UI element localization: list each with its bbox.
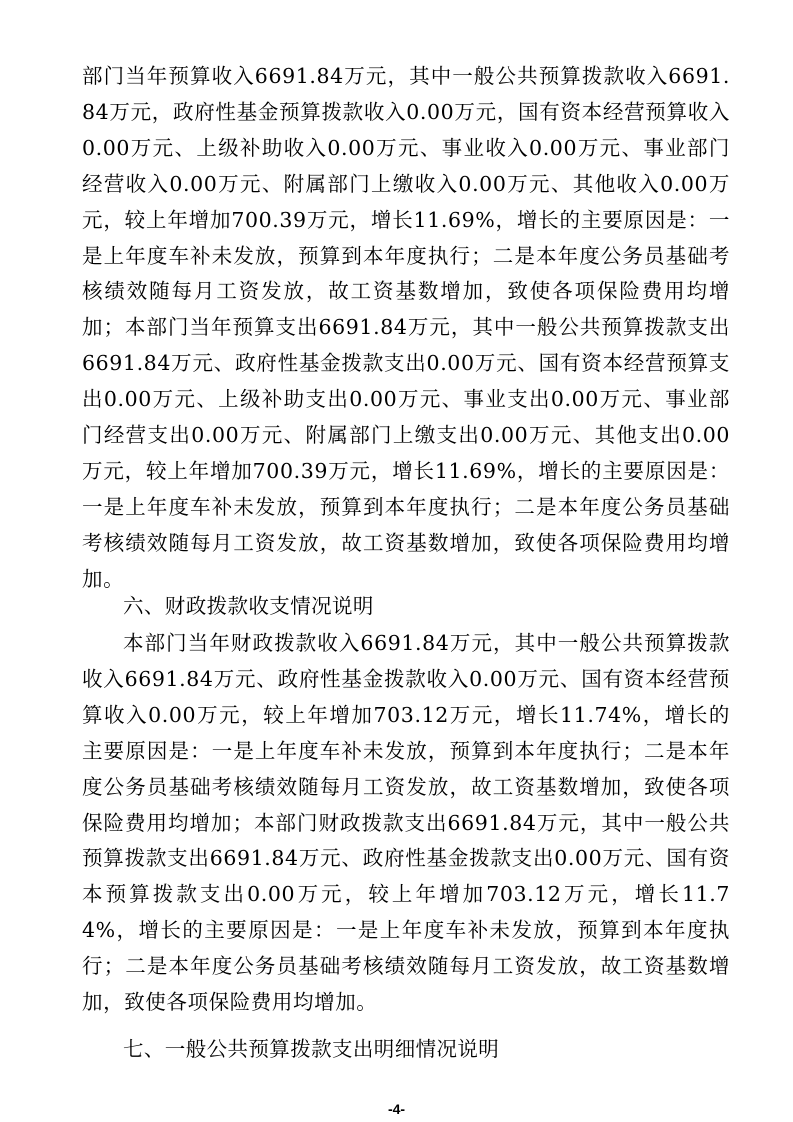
continued-paragraph: 部门当年预算收入6691.84万元，其中一般公共预算拨款收入6691.84万元，政府性基金预算拨款收入0.00万元，国有资本经营预算收入0.00万元、上级补助收入0.00万元、事业收入0.00万元、事业部门经营收入0.00万元、附属部门上缴收入0.00万元、其他收入0.00万元，较上年增加700.39万元，增长11.69%，增长的主要原因是：一是上年度车补未发放，预算到本年度执行；二是本年度公务员基础考核绩效随每月工资发放，故工资基数增加，致使各项保险费用均增加；本部门当年预算支出6691.84万元，其中一般公共预算拨款支出6691.84万元、政府性基金拨款支出0.00万元、国有资本经营预算支出0.00万元、上级补助支出0.00万元、事业支出0.00万元、事业部门经营支出0.00万元、附属部门上缴支出0.00万元、其他支出0.00万元，较上年增加700.39万元，增长11.69%，增长的主要原因是：一是上年度车补未发放，预算到本年度执行；二是本年度公务员基础考核绩效随每月工资发放，故工资基数增加，致使各项保险费用均增加。 [82,64,730,591]
page-number: -4- [387,1101,406,1117]
section-financial-allocation-body: 本部门当年财政拨款收入6691.84万元，其中一般公共预算拨款收入6691.84万元、政府性基金拨款收入0.00万元、国有资本经营预算收入0.00万元，较上年增加703.12万元，增长11.74%，增长的主要原因是：一是上年度车补未发放，预算到本年度执行；二是本年度公务员基础考核绩效随每月工资发放，故工资基数增加，致使各项保险费用均增加；本部门财政拨款支出6691.84万元，其中一般公共预算拨款支出6691.84万元、政府性基金拨款支出0.00万元、国有资本预算拨款支出0.00万元，较上年增加703.12万元，增长11.74%，增长的主要原因是：一是上年度车补未发放，预算到本年度执行；二是本年度公务员基础考核绩效随每月工资发放，故工资基数增加，致使各项保险费用均增加。 [82,631,730,1015]
section-heading-financial-allocation: 六、财政拨款收支情况说明 [123,594,374,618]
section-heading-general-budget-detail: 七、一般公共预算拨款支出明细情况说明 [123,1037,500,1061]
